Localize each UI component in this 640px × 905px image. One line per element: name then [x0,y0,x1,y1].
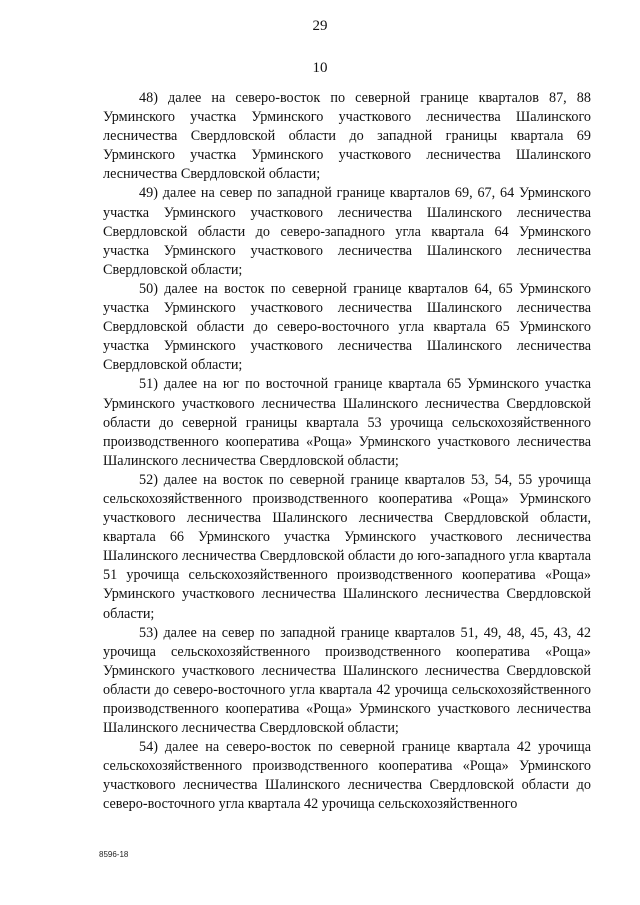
paragraph-52: 52) далее на восток по северной границе кварталов 53, 54, 55 урочища сельскохозяйственного производственного кооператива «Роща» Урминского участкового лесничества Шалинского лесничества Свердловской области, квартала 66 Урминского участка Урминского участкового лесничества Шалинского лесничества Свердловской области до юго-западного угла квартала 51 урочища сельскохозяйственного производственного кооператива «Роща» Урминского участкового лесничества Шалинского лесничества Свердловской области; [103,471,591,622]
paragraph-54: 54) далее на северо-восток по северной границе квартала 42 урочища сельскохозяйственного производственного кооператива «Роща» Урминского участкового лесничества Шалинского лесничества Свердловской области до северо-восточного угла квартала 42 урочища сельскохозяйственного [103,739,591,813]
body-text [103,89,591,815]
document-code: 8596-18 [99,850,129,859]
page-number-inner: 10 [312,60,328,76]
paragraph-49: 49) далее на север по западной границе кварталов 69, 67, 64 Урминского участка Урминского участкового лесничества Шалинского лесничества Свердловской области до северо-западного угла квартала 64 Урминского участка Урминского участкового лесничества Шалинского лесничества Свердловской области; [103,185,591,278]
paragraph-50: 50) далее на восток по северной границе кварталов 64, 65 Урминского участка Урминского участкового лесничества Шалинского лесничества Свердловской области до северо-восточного угла квартала 65 Урминского участка Урминского участкового лесничества Шалинского лесничества Свердловской области; [103,280,591,374]
paragraph-51: 51) далее на юг по восточной границе квартала 65 Урминского участка Урминского участкового лесничества Шалинского лесничества Свердловской области до северной границы квартала 53 урочища сельскохозяйственного производственного кооператива «Роща» Урминского участкового лесничества Шалинского лесничества Свердловской области; [103,376,591,469]
paragraph-48: 48) далее на северо-восток по северной границе кварталов 87, 88 Урминского участка Урминского участкового лесничества Шалинского лесничества Свердловской области до западной границы квартала 69 Урминского участка Урминского участкового лесничества Шалинского лесничества Свердловской области; [103,90,591,183]
page-number-outer: 29 [312,18,328,34]
paragraph-53: 53) далее на север по западной границе кварталов 51, 49, 48, 45, 43, 42 урочища сельскохозяйственного производственного кооператива «Роща» Урминского участкового лесничества Шалинского лесничества Свердловской области до северо-восточного угла квартала 42 урочища сельскохозяйственного производственного кооператива «Роща» Урминского участкового лесничества Шалинского лесничества Свердловской области; [103,624,591,737]
